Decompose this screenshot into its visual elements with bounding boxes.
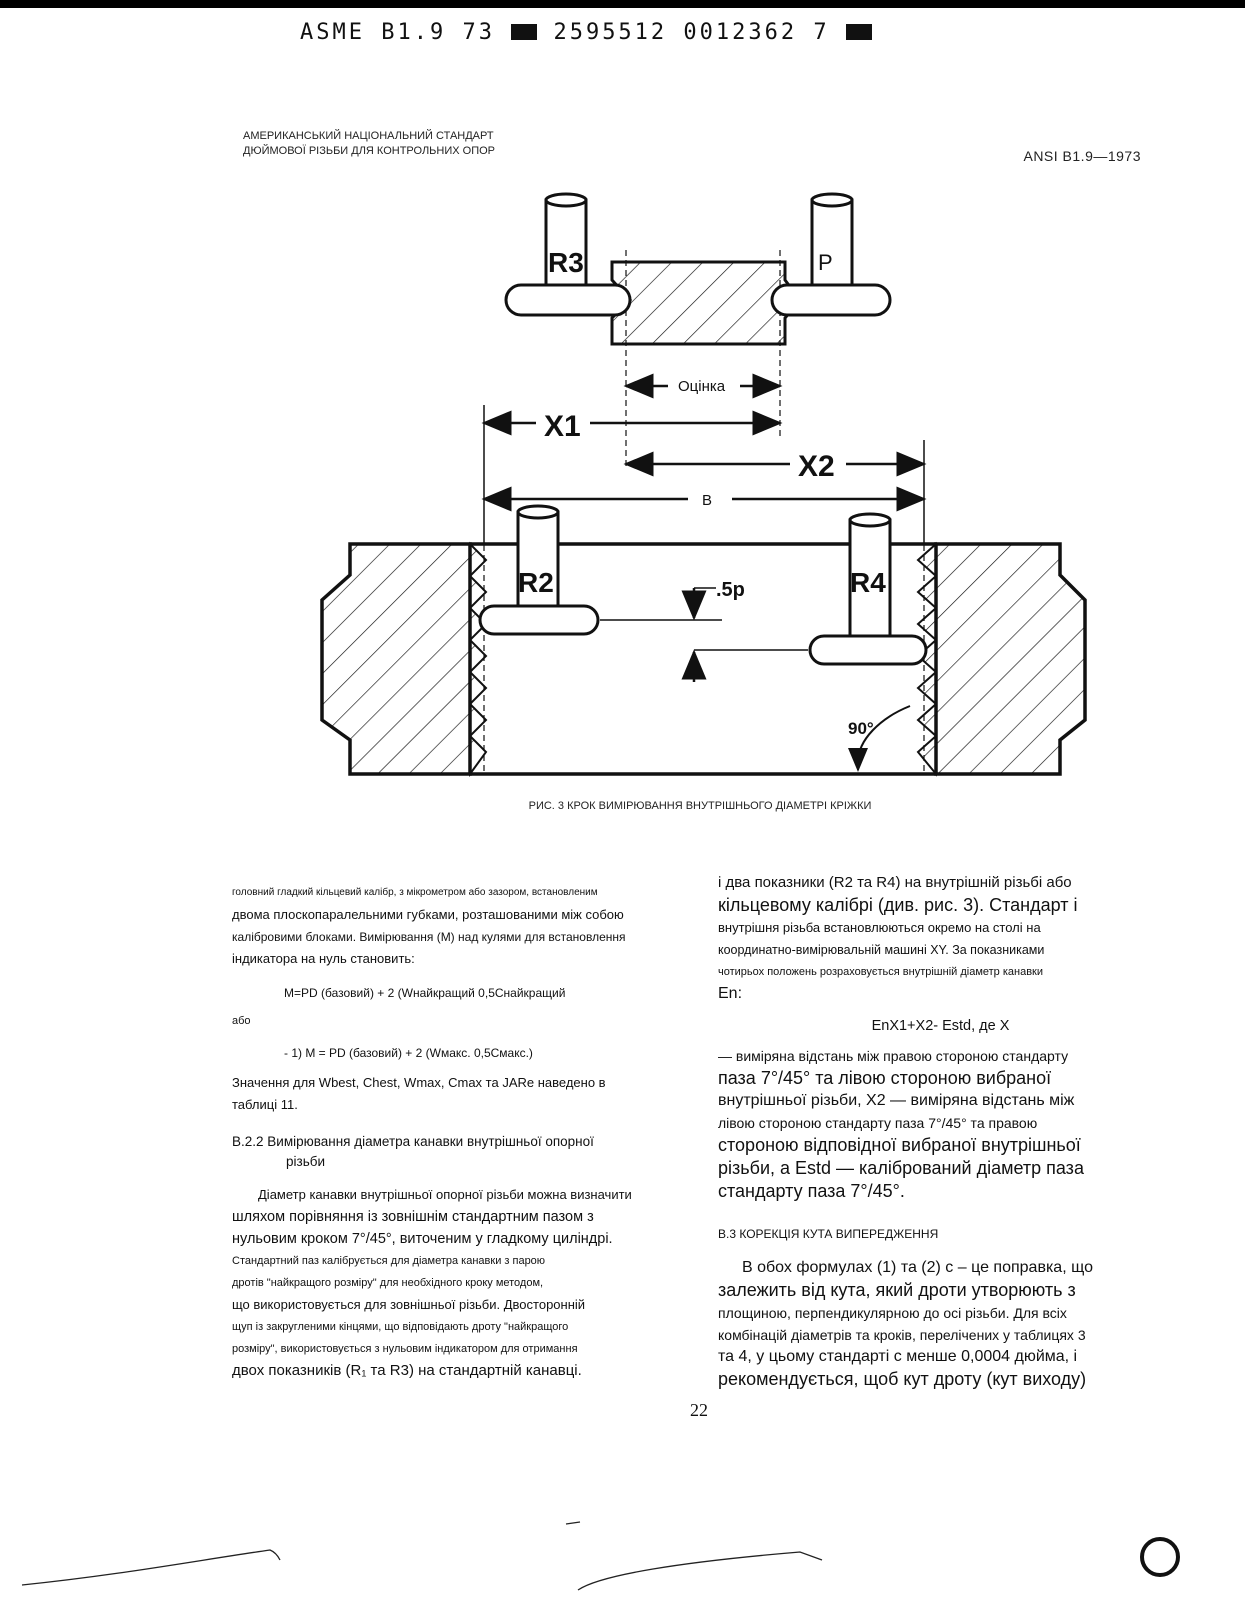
label-r3: R3 xyxy=(548,247,584,278)
right-p1-line1: і два показники (R2 та R4) на внутрішній різьбі або xyxy=(718,874,1072,891)
label-r4: R4 xyxy=(850,567,886,598)
right-p2-line6: різьби, а Estd — калібрований діаметр паза xyxy=(718,1158,1084,1178)
label-p: P xyxy=(818,250,833,275)
standard-slot-block xyxy=(612,250,800,470)
label-r2: R2 xyxy=(518,567,554,598)
label-90: 90° xyxy=(848,719,874,738)
right-p1-line2: кільцевому калібрі (див. рис. 3). Стандарт і xyxy=(718,895,1078,915)
right-formula: EnX1+X2- Estd, де X xyxy=(871,1018,1010,1034)
left-p3-line2: шляхом порівняння із зовнішнім стандартним пазом з xyxy=(232,1209,594,1225)
right-p3-line6: рекомендується, щоб кут дроту (кут виходу) xyxy=(718,1369,1087,1389)
left-p3-line6: що використовується для зовнішньої різьби. Двосторонній xyxy=(232,1297,586,1312)
right-p1-line3: внутрішня різьба встановлюються окремо на столі на xyxy=(718,920,1041,935)
right-p3-line2: залежить від кута, який дроти утворюють з xyxy=(718,1280,1076,1300)
section-b3-title: B.3 КОРЕКЦІЯ КУТА ВИПЕРЕДЖЕННЯ xyxy=(718,1227,939,1241)
scan-top-border xyxy=(0,0,1245,8)
left-p1-line3: калібровими блоками. Вимірювання (M) над кулями для встановлення xyxy=(232,930,626,944)
label-5p: .5p xyxy=(716,579,745,601)
left-p1-line2: двома плоскопаралельними губками, розташованими між собою xyxy=(232,907,624,922)
standard-title xyxy=(243,129,495,159)
label-x2: X2 xyxy=(798,450,835,483)
right-p3-line3: площиною, перпендикулярною до осі різьби. Для всіх xyxy=(718,1305,1067,1321)
left-p2-line2: таблиці 11. xyxy=(232,1097,298,1112)
left-p3-line4: Стандартний паз калібрується для діаметра канавки з парою xyxy=(232,1255,546,1267)
left-p1-line4: індикатора на нуль становить: xyxy=(232,951,415,966)
document-code xyxy=(300,20,872,45)
right-p3-line4: комбінацій діаметрів та кроків, перелічених у таблицях 3 xyxy=(718,1327,1086,1343)
ansi-code: ANSI B1.9—1973 xyxy=(1023,148,1141,164)
code-part-2: 2595512 0012362 7 xyxy=(553,20,830,45)
right-p2-line3: внутрішньої різьби, X2 — виміряна відстань між xyxy=(718,1092,1075,1109)
left-p3-line9: двох показників (R₁ та R3) на стандартній канавці. xyxy=(232,1362,582,1379)
right-p2-line5: стороною відповідної вибраної внутрішньої xyxy=(718,1135,1081,1155)
left-p1-line1: головний гладкий кільцевий калібр, з мікрометром або зазором, встановленим xyxy=(232,887,598,898)
label-b: B xyxy=(702,492,713,509)
scan-artifacts xyxy=(0,1500,1245,1604)
redaction-block-1 xyxy=(511,24,537,40)
section-b22-title-line2: різьби xyxy=(286,1154,326,1169)
code-part-1: ASME B1.9 73 xyxy=(300,20,495,45)
standard-title-line-2: ДЮЙМОВОЇ РІЗЬБИ ДЛЯ КОНТРОЛЬНИХ ОПОР xyxy=(243,145,496,157)
right-p2-line4: лівою стороною стандарту паза 7°/45° та правою xyxy=(718,1115,1038,1131)
right-p1-line6: En: xyxy=(718,985,743,1002)
right-p2-line2: паза 7°/45° та лівою стороною вибраної xyxy=(718,1068,1052,1088)
standard-title-line-1: АМЕРИКАНСЬКИЙ НАЦІОНАЛЬНИЙ СТАНДАРТ xyxy=(243,130,494,142)
ring-gauge-body xyxy=(322,544,1085,774)
right-p3-line1: В обох формулах (1) та (2) c – це поправка, що xyxy=(742,1259,1093,1276)
left-p2-line1: Значення для Wbest, Chest, Wmax, Cmax та JARe наведено в xyxy=(232,1075,606,1090)
left-formula-1: M=PD (базовий) + 2 (Wнайкращий 0,5Cнайкращий xyxy=(284,986,566,1000)
left-p3-line5: дротів "найкращого розміру" для необхідного кроку методом, xyxy=(232,1277,544,1289)
section-b22-title-line1: B.2.2 Вимірювання діаметра канавки внутрішньої опорної xyxy=(232,1134,594,1149)
figure-3-diagram xyxy=(300,185,1100,785)
label-x1: X1 xyxy=(544,410,581,443)
right-p1-line4: координатно-вимірювальній машині XY. За показниками xyxy=(718,943,1045,957)
left-p3-line3: нульовим кроком 7°/45°, виточеним у гладкому циліндрі. xyxy=(232,1231,613,1247)
left-p3-line8: розміру", використовується з нульовим індикатором для отримання xyxy=(232,1343,578,1355)
left-column xyxy=(232,882,687,1382)
redaction-block-2 xyxy=(846,24,872,40)
left-or-word: або xyxy=(232,1015,251,1027)
left-formula-2: - 1) M = PD (базовий) + 2 (Wмакс. 0,5Cмакс.) xyxy=(284,1046,533,1060)
page-number: 22 xyxy=(690,1400,708,1420)
figure-caption: РИС. 3 КРОК ВИМІРЮВАННЯ ВНУТРІШНЬОГО ДІАМЕТРІ КРІЖКИ xyxy=(528,800,872,812)
left-p3-line1: Діаметр канавки внутрішньої опорної різьби можна визначити xyxy=(258,1187,632,1202)
left-p3-line7: щуп із закругленими кінцями, що відповідають дроту "найкращого xyxy=(232,1321,569,1333)
label-ocinka: Оцінка xyxy=(678,378,726,395)
right-p3-line5: та 4, у цьому стандарті c менше 0,0004 дюйма, і xyxy=(718,1348,1078,1365)
right-column xyxy=(718,872,1163,1391)
right-p2-line7: стандарту паза 7°/45°. xyxy=(718,1181,905,1201)
right-p2-line1: — виміряна відстань між правою стороною стандарту xyxy=(718,1048,1069,1064)
right-p1-line5: чотирьох положень розраховується внутрішній діаметр канавки xyxy=(718,966,1044,978)
